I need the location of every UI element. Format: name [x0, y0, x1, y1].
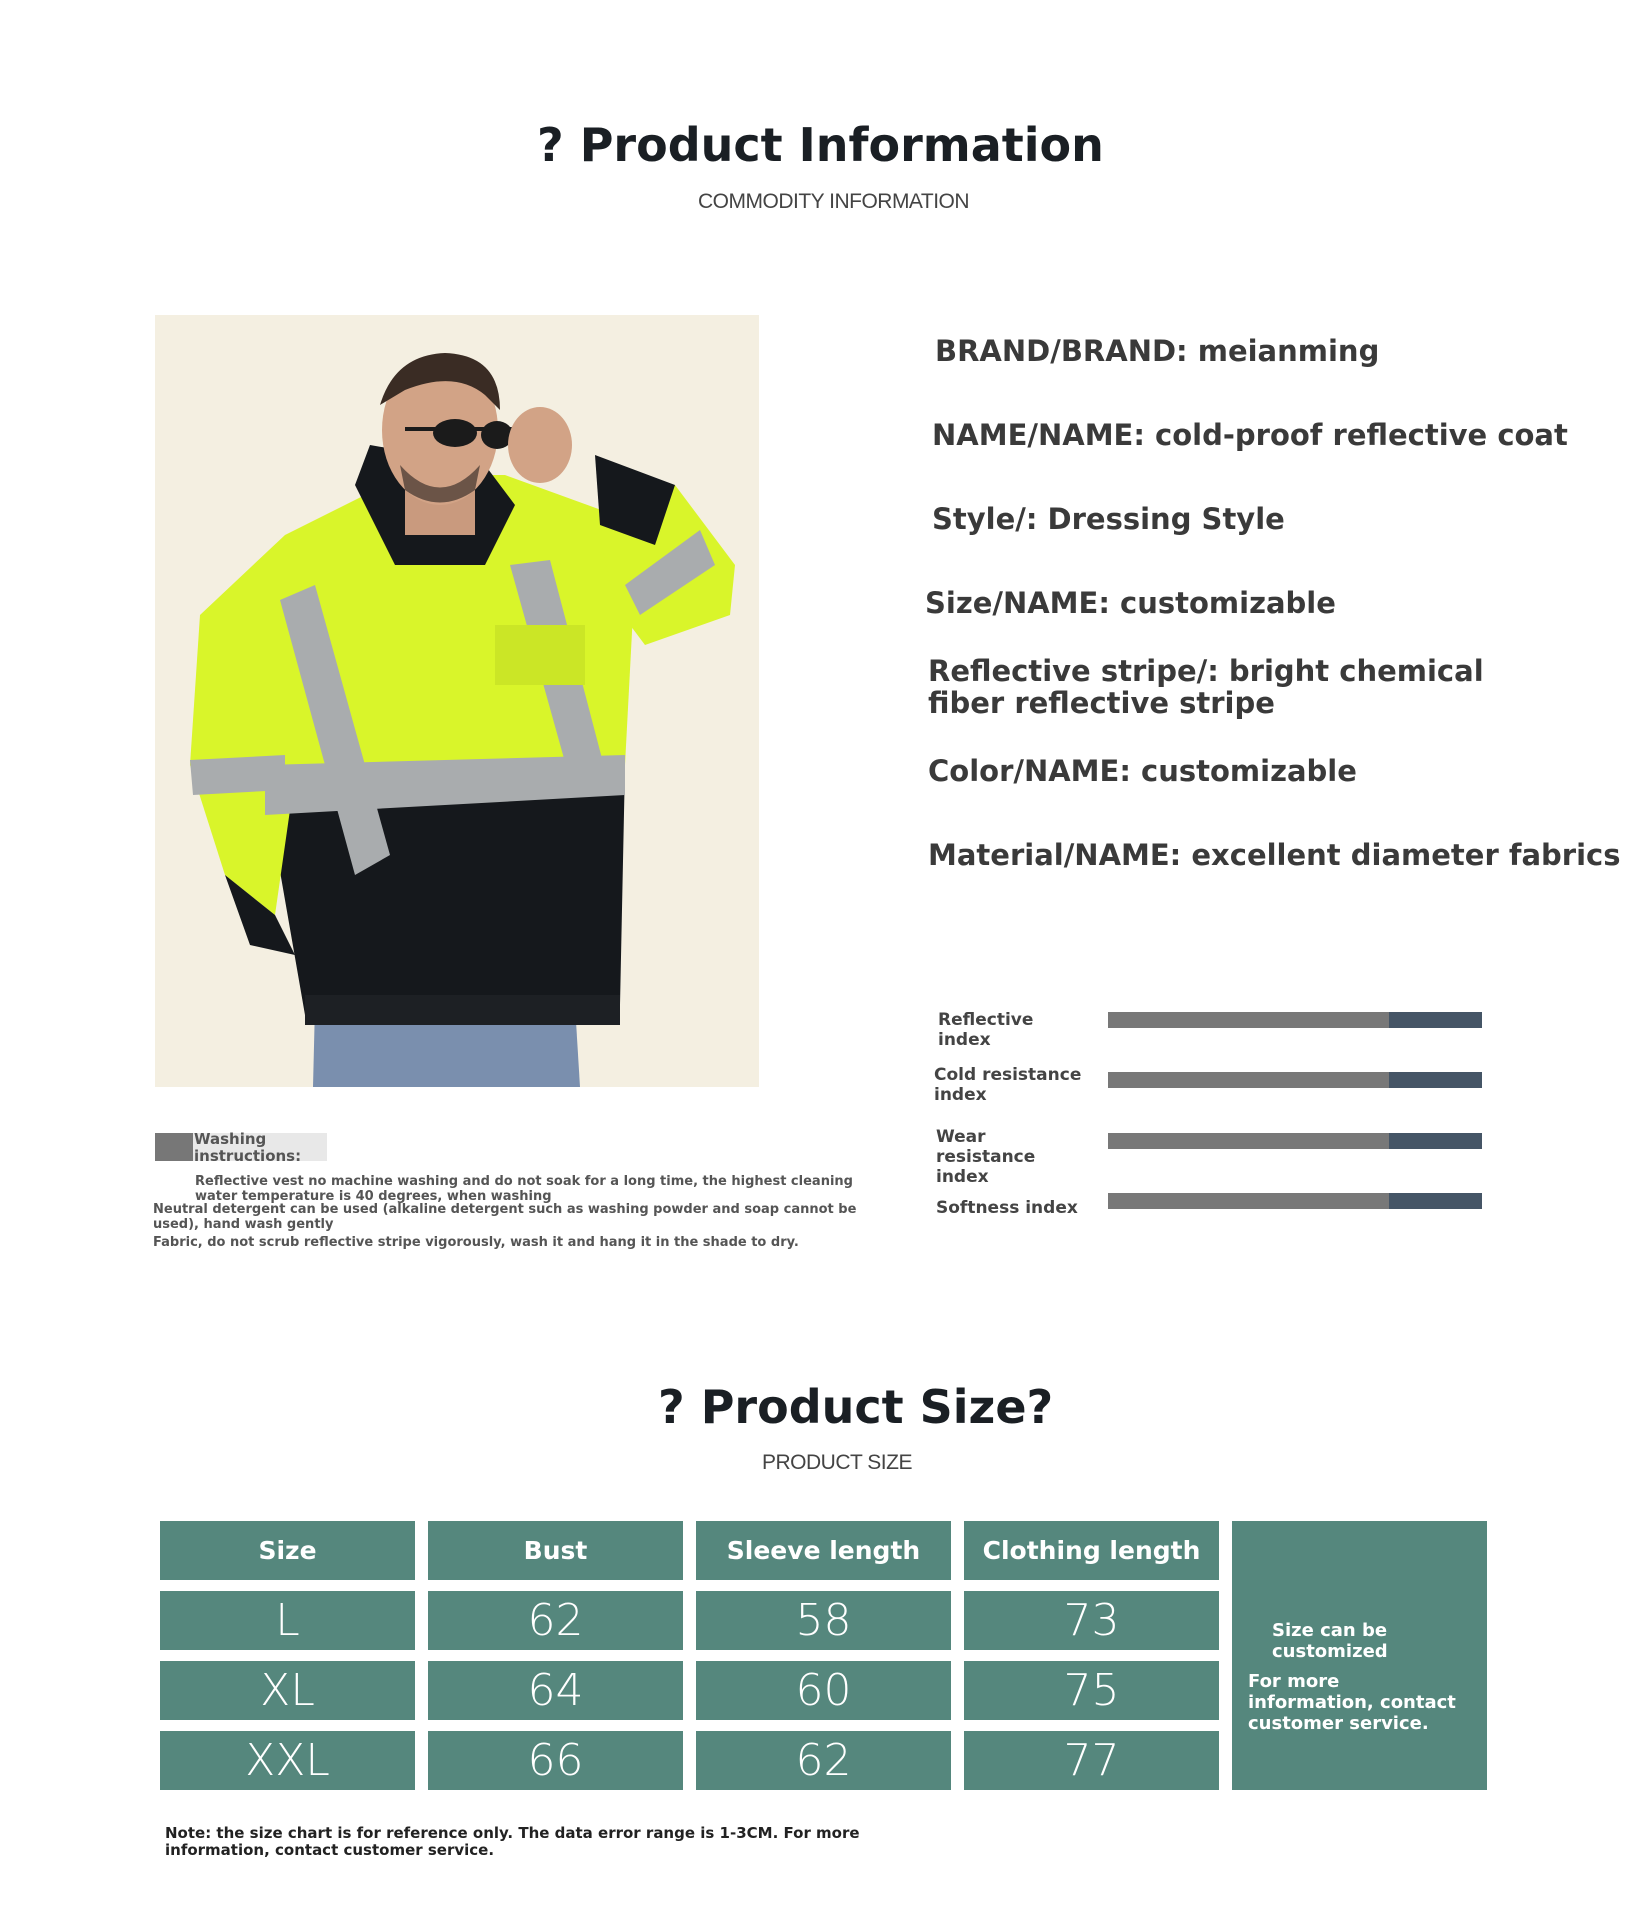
table-cell: XXL	[160, 1731, 415, 1790]
index-bar-fill	[1389, 1193, 1483, 1209]
attr-name: NAME/NAME: cold-proof reflective coat	[932, 418, 1568, 452]
contact-note: For more information, contact customer service.	[1248, 1671, 1456, 1734]
table-cell: 58	[696, 1591, 951, 1650]
size-header-bust: Bust	[428, 1521, 683, 1580]
size-title: ? Product Size?	[658, 1380, 1054, 1434]
index-bar-fill	[1389, 1012, 1483, 1028]
attr-material: Material/NAME: excellent diameter fabrics	[928, 838, 1621, 872]
size-subtitle: PRODUCT SIZE	[762, 1451, 912, 1474]
table-cell: 60	[696, 1661, 951, 1720]
table-cell: 75	[964, 1661, 1219, 1720]
index-bar-fill	[1389, 1072, 1483, 1088]
attr-size: Size/NAME: customizable	[925, 586, 1336, 620]
table-cell: XL	[160, 1661, 415, 1720]
index-label-cold-resistance: Cold resistance index	[934, 1065, 1082, 1105]
attr-brand: BRAND/BRAND: meianming	[935, 334, 1380, 368]
table-cell: 73	[964, 1591, 1219, 1650]
table-cell: 66	[428, 1731, 683, 1790]
table-cell: L	[160, 1591, 415, 1650]
index-bar-fill	[1389, 1133, 1483, 1149]
product-photo	[155, 315, 759, 1087]
washing-line-4: used), hand wash gently	[153, 1217, 334, 1232]
table-cell: 64	[428, 1661, 683, 1720]
index-label-reflective: Reflective index	[938, 1010, 1034, 1050]
washing-line-5: Fabric, do not scrub reflective stripe vigorously, wash it and hang it in the shade to dry.	[153, 1235, 799, 1250]
washing-line-1: Reflective vest no machine washing and do not soak for a long time, the highest cleaning	[195, 1174, 853, 1189]
washing-line-3: Neutral detergent can be used (alkaline detergent such as washing powder and soap cannot be	[153, 1202, 857, 1217]
size-footnote: Note: the size chart is for reference only. The data error range is 1-3CM. For more information, contact customer service.	[165, 1824, 860, 1859]
attr-reflective-stripe: Reflective stripe/: bright chemical fiber reflective stripe	[928, 654, 1484, 720]
table-cell: 77	[964, 1731, 1219, 1790]
index-label-softness: Softness index	[936, 1198, 1078, 1218]
customizable-note: Size can be customized	[1272, 1620, 1388, 1662]
info-title: ? Product Information	[537, 118, 1104, 172]
index-bar-cold-resistance	[1108, 1072, 1482, 1088]
attr-color: Color/NAME: customizable	[928, 754, 1357, 788]
washing-line-2: water temperature is 40 degrees, when washing	[195, 1189, 552, 1204]
model-in-jacket-illustration	[155, 315, 759, 1087]
index-label-wear-resistance: Wear resistance index	[936, 1127, 1036, 1187]
index-bar-wear-resistance	[1108, 1133, 1482, 1149]
index-bar-softness	[1108, 1193, 1482, 1209]
size-header-size: Size	[160, 1521, 415, 1580]
attr-style: Style/: Dressing Style	[932, 502, 1285, 536]
table-cell: 62	[696, 1731, 951, 1790]
size-header-clothing: Clothing length	[964, 1521, 1219, 1580]
size-side-note-block	[1232, 1521, 1487, 1790]
size-header-sleeve: Sleeve length	[696, 1521, 951, 1580]
table-cell: 62	[428, 1591, 683, 1650]
washing-title: Washing instructions:	[194, 1130, 302, 1165]
info-subtitle: COMMODITY INFORMATION	[698, 190, 970, 213]
index-bar-reflective	[1108, 1012, 1482, 1028]
